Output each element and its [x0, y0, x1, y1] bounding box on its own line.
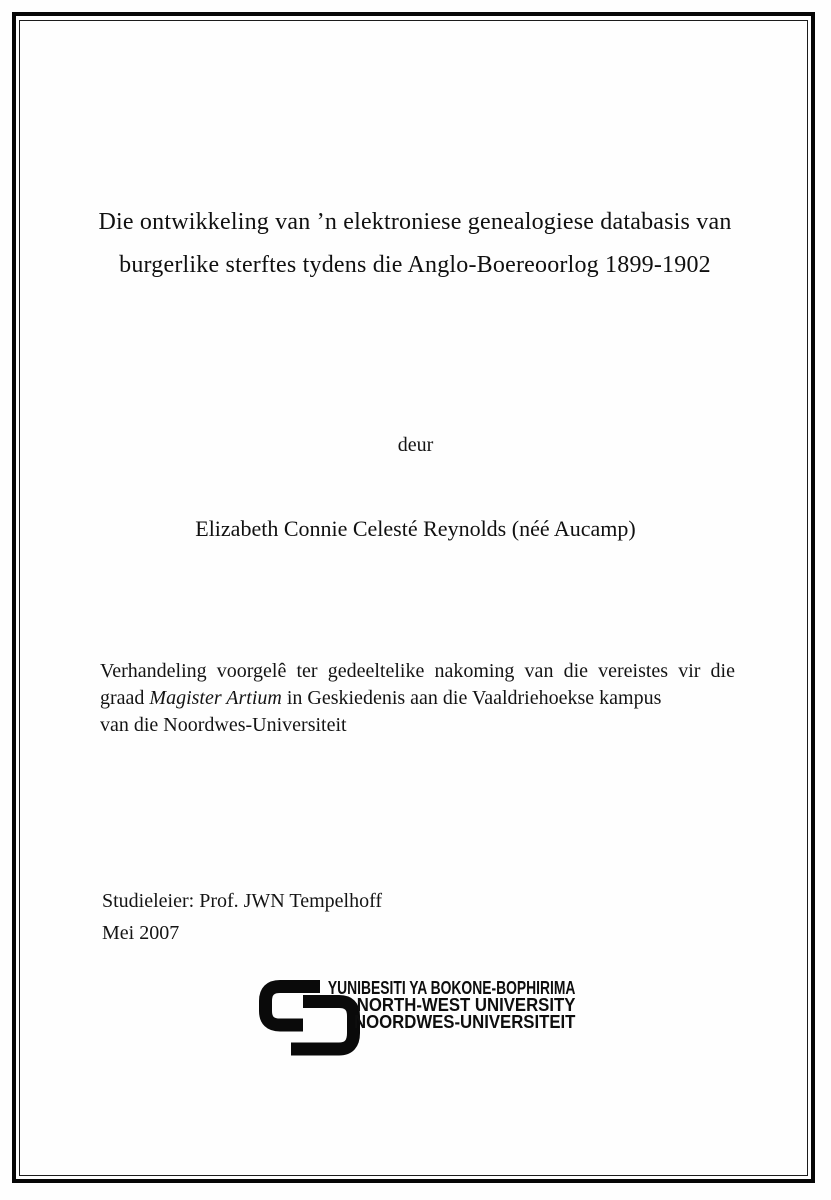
- declaration-line3: van die Noordwes-Universiteit: [100, 714, 347, 736]
- byline-label: deur: [397, 434, 434, 456]
- date-line: Mei 2007: [102, 922, 180, 944]
- supervisor-line: Studieleier: Prof. JWN Tempelhoff: [102, 890, 383, 912]
- declaration-line2-suffix: in Geskiedenis aan die Vaaldriehoekse kampus: [281, 687, 662, 709]
- university-wordmark: [254, 980, 575, 1031]
- declaration-line2: [100, 685, 735, 712]
- declaration-degree-name: Magister Artium: [149, 687, 282, 709]
- declaration-line1: Verhandeling voorgelê ter gedeeltelike nakoming van die vereistes vir die: [100, 660, 735, 682]
- thesis-title-line1: Die ontwikkeling van ’n elektroniese genealogiese databasis van: [98, 209, 732, 235]
- declaration-line2-prefix: graad: [100, 687, 150, 709]
- wordmark-afrikaans: NOORDWES-UNIVERSITEIT: [353, 1012, 575, 1032]
- thesis-title-line2: burgerlike sterftes tydens die Anglo-Boereoorlog 1899-1902: [119, 252, 711, 278]
- wordmark-english: NORTH-WEST UNIVERSITY: [356, 995, 575, 1015]
- supervisor-block: [102, 885, 382, 949]
- degree-declaration: [100, 658, 735, 739]
- author-name: Elizabeth Connie Celesté Reynolds (néé Aucamp): [195, 516, 636, 541]
- thesis-title: [75, 201, 755, 287]
- wordmark-setswana: YUNIBESITI YA BOKONE-BOPHIRIMA: [327, 978, 575, 998]
